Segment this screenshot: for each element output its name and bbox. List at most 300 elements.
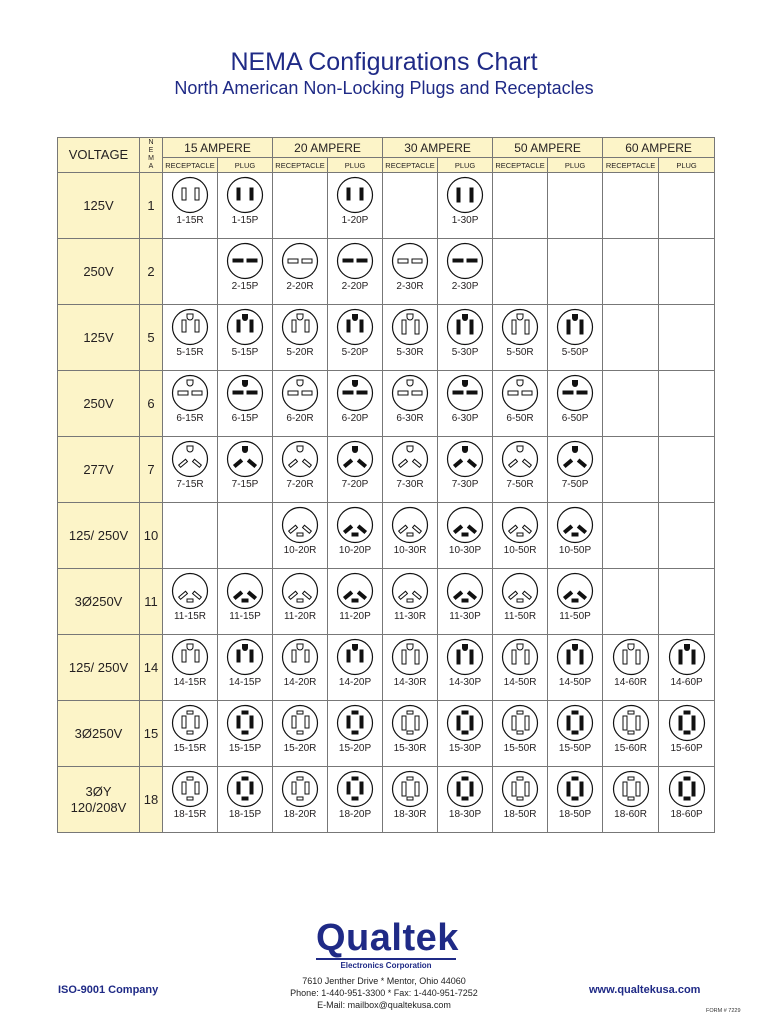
config-cell (493, 305, 548, 371)
config-cell (548, 305, 603, 371)
config-cell (163, 767, 218, 833)
connector-face-icon (336, 242, 374, 280)
page-subtitle: North American Non-Locking Plugs and Receptacles (174, 78, 594, 98)
config-cell (328, 569, 383, 635)
config-label: 2-15P (231, 281, 259, 292)
connector-face-icon (336, 638, 374, 676)
config-cell (273, 635, 328, 701)
config-label: 11-20P (339, 611, 371, 622)
logo-wordmark: Qualtek (316, 917, 459, 959)
config-cell (163, 371, 218, 437)
connector-face-icon (391, 704, 429, 742)
nema-number-cell: 2 (140, 239, 163, 305)
config-cell (273, 767, 328, 833)
config-label: 7-20R (286, 479, 314, 490)
connector-face-icon (446, 506, 484, 544)
config-cell (328, 371, 383, 437)
connector-face-icon (336, 704, 374, 742)
table-row (58, 371, 715, 437)
ampere-header-30: 30 AMPERE (383, 138, 493, 158)
nema-number-cell: 15 (140, 701, 163, 767)
table-row (58, 635, 715, 701)
config-cell (218, 239, 273, 305)
config-cell (218, 701, 273, 767)
sub-header-receptacle: RECEPTACLE (493, 158, 548, 173)
connector-face-icon (171, 374, 209, 412)
nema-chart-table (57, 137, 715, 833)
table-row (58, 569, 715, 635)
config-cell (438, 437, 493, 503)
table-row (58, 173, 715, 239)
connector-face-icon (612, 704, 650, 742)
table-row (58, 239, 715, 305)
config-cell (659, 635, 715, 701)
config-cell (163, 173, 218, 239)
voltage-cell: 125V (58, 305, 140, 371)
config-label: 14-50P (558, 677, 592, 688)
empty-cell (659, 239, 715, 305)
empty-cell (659, 437, 715, 503)
config-cell (438, 569, 493, 635)
voltage-cell: 3ØY 120/208V (58, 767, 140, 833)
config-cell (659, 701, 715, 767)
connector-face-icon (446, 704, 484, 742)
connector-face-icon (336, 572, 374, 610)
config-cell (383, 305, 438, 371)
empty-cell (163, 503, 218, 569)
empty-cell (548, 173, 603, 239)
connector-face-icon (336, 770, 374, 808)
connector-face-icon (668, 704, 706, 742)
website-link[interactable]: www.qualtekusa.com (589, 984, 701, 996)
voltage-header: VOLTAGE (58, 138, 140, 173)
connector-face-icon (171, 440, 209, 478)
nema-number-cell: 6 (140, 371, 163, 437)
config-label: 6-20P (341, 413, 369, 424)
config-cell (218, 635, 273, 701)
config-label: 7-20P (341, 479, 369, 490)
nema-number-cell: 7 (140, 437, 163, 503)
config-cell (273, 305, 328, 371)
config-cell (438, 503, 493, 569)
connector-face-icon (446, 374, 484, 412)
config-label: 15-20P (338, 743, 372, 754)
config-cell (383, 503, 438, 569)
empty-cell (493, 239, 548, 305)
config-cell (218, 305, 273, 371)
nema-number-cell: 11 (140, 569, 163, 635)
config-label: 14-60P (670, 677, 703, 688)
connector-face-icon (391, 506, 429, 544)
connector-face-icon (281, 242, 319, 280)
config-cell (438, 701, 493, 767)
config-cell (163, 437, 218, 503)
config-label: 5-30P (451, 347, 479, 358)
config-label: 18-50P (558, 809, 592, 820)
connector-face-icon (226, 770, 264, 808)
config-cell (548, 437, 603, 503)
empty-cell (603, 569, 659, 635)
empty-cell (163, 239, 218, 305)
config-label: 14-30R (393, 677, 427, 688)
config-cell (328, 635, 383, 701)
config-cell (603, 701, 659, 767)
company-email: E-Mail: mailbox@qualtekusa.com (317, 1000, 451, 1010)
sub-header-receptacle: RECEPTACLE (273, 158, 328, 173)
config-label: 10-30R (393, 545, 427, 556)
config-label: 10-50R (503, 545, 537, 556)
table-row (58, 305, 715, 371)
connector-face-icon (281, 572, 319, 610)
config-label: 14-60R (614, 677, 647, 688)
config-cell (218, 767, 273, 833)
config-label: 14-20R (283, 677, 317, 688)
empty-cell (603, 173, 659, 239)
config-label: 1-30P (451, 215, 479, 226)
page-title: NEMA Configurations Chart (230, 48, 538, 76)
config-label: 5-15R (176, 347, 204, 358)
config-label: 15-20R (283, 743, 317, 754)
config-cell (548, 635, 603, 701)
ampere-header-20: 20 AMPERE (273, 138, 383, 158)
voltage-cell: 125/ 250V (58, 635, 140, 701)
config-label: 1-20P (341, 215, 369, 226)
sub-header-plug: PLUG (218, 158, 273, 173)
connector-face-icon (171, 770, 209, 808)
nema-number-cell: 5 (140, 305, 163, 371)
config-label: 6-20R (286, 413, 314, 424)
config-label: 15-60R (614, 743, 647, 754)
voltage-cell: 250V (58, 371, 140, 437)
connector-face-icon (281, 704, 319, 742)
config-label: 6-50R (506, 413, 534, 424)
connector-face-icon (446, 308, 484, 346)
logo-subtitle: Electronics Corporation (316, 958, 456, 970)
connector-face-icon (281, 308, 319, 346)
config-label: 6-50P (561, 413, 589, 424)
table-row (58, 437, 715, 503)
sub-header-receptacle: RECEPTACLE (383, 158, 438, 173)
config-label: 6-15P (231, 413, 259, 424)
config-label: 6-15R (176, 413, 204, 424)
connector-face-icon (226, 704, 264, 742)
config-label: 18-30P (448, 809, 482, 820)
config-label: 11-30P (449, 611, 481, 622)
config-label: 5-20P (341, 347, 369, 358)
connector-face-icon (391, 440, 429, 478)
empty-cell (659, 503, 715, 569)
config-label: 15-30P (448, 743, 482, 754)
config-label: 18-20P (338, 809, 372, 820)
config-cell (328, 305, 383, 371)
config-cell (438, 173, 493, 239)
config-cell (163, 701, 218, 767)
connector-face-icon (171, 572, 209, 610)
connector-face-icon (226, 638, 264, 676)
connector-face-icon (446, 770, 484, 808)
connector-face-icon (501, 374, 539, 412)
config-cell (383, 701, 438, 767)
qualtek-logo (316, 917, 459, 970)
config-cell (218, 371, 273, 437)
config-cell (493, 569, 548, 635)
connector-face-icon (556, 374, 594, 412)
connector-face-icon (226, 242, 264, 280)
config-cell (548, 371, 603, 437)
config-cell (218, 437, 273, 503)
config-cell (328, 239, 383, 305)
config-label: 14-15P (228, 677, 262, 688)
config-label: 18-60R (614, 809, 647, 820)
connector-face-icon (281, 374, 319, 412)
connector-face-icon (391, 308, 429, 346)
config-cell (548, 767, 603, 833)
config-label: 1-15P (231, 215, 259, 226)
config-label: 11-30R (394, 611, 427, 622)
config-cell (273, 503, 328, 569)
config-label: 11-15R (173, 611, 207, 622)
empty-cell (659, 305, 715, 371)
connector-face-icon (226, 308, 264, 346)
config-cell (163, 569, 218, 635)
connector-face-icon (612, 638, 650, 676)
connector-face-icon (556, 506, 594, 544)
config-label: 2-30P (451, 281, 479, 292)
config-label: 7-15P (231, 479, 259, 490)
config-label: 11-15P (229, 611, 261, 622)
config-cell (328, 701, 383, 767)
config-label: 10-50P (558, 545, 592, 556)
config-label: 11-20R (283, 611, 317, 622)
empty-cell (603, 239, 659, 305)
config-cell (328, 437, 383, 503)
connector-face-icon (668, 770, 706, 808)
config-label: 7-50R (506, 479, 534, 490)
config-label: 18-15R (173, 809, 207, 820)
config-label: 11-50P (559, 611, 591, 622)
config-label: 14-50R (503, 677, 537, 688)
config-cell (273, 437, 328, 503)
connector-face-icon (391, 374, 429, 412)
ampere-header-50: 50 AMPERE (493, 138, 603, 158)
config-cell (603, 767, 659, 833)
ampere-header-60: 60 AMPERE (603, 138, 715, 158)
connector-face-icon (336, 506, 374, 544)
config-cell (273, 569, 328, 635)
config-label: 15-15P (228, 743, 262, 754)
config-cell (548, 701, 603, 767)
config-label: 18-15P (228, 809, 262, 820)
config-label: 18-50R (503, 809, 537, 820)
nema-number-cell: 14 (140, 635, 163, 701)
empty-cell (493, 173, 548, 239)
config-label: 18-30R (393, 809, 427, 820)
connector-face-icon (612, 770, 650, 808)
connector-face-icon (171, 638, 209, 676)
config-cell (493, 701, 548, 767)
connector-face-icon (556, 440, 594, 478)
empty-cell (273, 173, 328, 239)
connector-face-icon (226, 572, 264, 610)
config-cell (328, 503, 383, 569)
config-label: 14-15R (173, 677, 207, 688)
connector-face-icon (391, 572, 429, 610)
config-cell (438, 635, 493, 701)
config-label: 2-20R (286, 281, 314, 292)
config-cell (163, 305, 218, 371)
connector-face-icon (281, 506, 319, 544)
sub-header-receptacle: RECEPTACLE (163, 158, 218, 173)
config-label: 18-60P (670, 809, 703, 820)
connector-face-icon (281, 770, 319, 808)
config-label: 15-50P (558, 743, 592, 754)
connector-face-icon (556, 770, 594, 808)
connector-face-icon (446, 176, 484, 214)
config-cell (273, 239, 328, 305)
connector-face-icon (226, 440, 264, 478)
empty-cell (383, 173, 438, 239)
nema-number-cell: 1 (140, 173, 163, 239)
table-row (58, 701, 715, 767)
connector-face-icon (391, 242, 429, 280)
config-cell (383, 635, 438, 701)
config-label: 14-30P (448, 677, 482, 688)
sub-header-plug: PLUG (659, 158, 715, 173)
config-label: 2-20P (341, 281, 369, 292)
config-label: 11-50R (504, 611, 537, 622)
iso-certification: ISO-9001 Company (58, 984, 159, 996)
connector-face-icon (281, 638, 319, 676)
connector-face-icon (501, 572, 539, 610)
nema-number-cell: 18 (140, 767, 163, 833)
config-cell (328, 767, 383, 833)
connector-face-icon (556, 308, 594, 346)
config-cell (493, 503, 548, 569)
config-label: 5-30R (396, 347, 424, 358)
config-label: 2-30R (396, 281, 424, 292)
connector-face-icon (556, 704, 594, 742)
connector-face-icon (171, 308, 209, 346)
config-label: 15-50R (503, 743, 537, 754)
nema-header-label: N E M A (148, 139, 154, 170)
config-label: 7-30R (396, 479, 424, 490)
sub-header-receptacle: RECEPTACLE (603, 158, 659, 173)
sub-header-plug: PLUG (548, 158, 603, 173)
config-cell (383, 437, 438, 503)
company-phone: Phone: 1-440-951-3300 * Fax: 1-440-951-7252 (290, 988, 478, 998)
empty-cell (603, 371, 659, 437)
connector-face-icon (336, 440, 374, 478)
connector-face-icon (281, 440, 319, 478)
connector-face-icon (556, 638, 594, 676)
config-cell (218, 173, 273, 239)
config-label: 10-30P (448, 545, 482, 556)
connector-face-icon (336, 308, 374, 346)
connector-face-icon (501, 704, 539, 742)
connector-face-icon (336, 176, 374, 214)
config-cell (383, 569, 438, 635)
empty-cell (603, 437, 659, 503)
connector-face-icon (501, 308, 539, 346)
connector-face-icon (446, 242, 484, 280)
sub-header-plug: PLUG (438, 158, 493, 173)
connector-face-icon (556, 572, 594, 610)
config-label: 6-30R (396, 413, 424, 424)
config-cell (218, 569, 273, 635)
empty-cell (659, 173, 715, 239)
config-label: 5-20R (286, 347, 314, 358)
config-label: 7-15R (176, 479, 204, 490)
voltage-cell: 277V (58, 437, 140, 503)
config-label: 15-15R (173, 743, 207, 754)
voltage-cell: 125/ 250V (58, 503, 140, 569)
connector-face-icon (446, 638, 484, 676)
voltage-cell: 3Ø250V (58, 569, 140, 635)
empty-cell (659, 569, 715, 635)
connector-face-icon (501, 638, 539, 676)
config-cell (493, 767, 548, 833)
config-cell (273, 371, 328, 437)
config-cell (438, 371, 493, 437)
company-address: 7610 Jenther Drive * Mentor, Ohio 44060 (302, 976, 466, 986)
connector-face-icon (668, 638, 706, 676)
connector-face-icon (501, 770, 539, 808)
config-cell (383, 239, 438, 305)
config-cell (548, 503, 603, 569)
config-cell (438, 239, 493, 305)
config-label: 1-15R (176, 215, 204, 226)
config-cell (383, 767, 438, 833)
connector-face-icon (391, 770, 429, 808)
config-cell (493, 371, 548, 437)
connector-face-icon (391, 638, 429, 676)
config-label: 18-20R (283, 809, 317, 820)
form-number: FORM # 7229 (706, 1008, 741, 1014)
empty-cell (218, 503, 273, 569)
empty-cell (659, 371, 715, 437)
config-label: 7-30P (451, 479, 479, 490)
connector-face-icon (226, 374, 264, 412)
config-cell (273, 701, 328, 767)
connector-face-icon (501, 506, 539, 544)
connector-face-icon (171, 704, 209, 742)
config-label: 14-20P (338, 677, 372, 688)
config-label: 15-30R (393, 743, 427, 754)
nema-header (140, 138, 163, 173)
config-cell (438, 767, 493, 833)
connector-face-icon (446, 440, 484, 478)
config-cell (548, 569, 603, 635)
connector-face-icon (336, 374, 374, 412)
config-cell (383, 371, 438, 437)
table-row (58, 767, 715, 833)
sub-header-plug: PLUG (328, 158, 383, 173)
voltage-cell: 125V (58, 173, 140, 239)
config-cell (328, 173, 383, 239)
config-label: 10-20P (338, 545, 372, 556)
voltage-cell: 3Ø250V (58, 701, 140, 767)
connector-face-icon (501, 440, 539, 478)
config-label: 15-60P (670, 743, 703, 754)
table-row (58, 503, 715, 569)
connector-face-icon (171, 176, 209, 214)
config-label: 7-50P (561, 479, 589, 490)
config-label: 5-50P (561, 347, 589, 358)
ampere-header-15: 15 AMPERE (163, 138, 273, 158)
config-cell (163, 635, 218, 701)
config-label: 10-20R (283, 545, 317, 556)
empty-cell (603, 503, 659, 569)
